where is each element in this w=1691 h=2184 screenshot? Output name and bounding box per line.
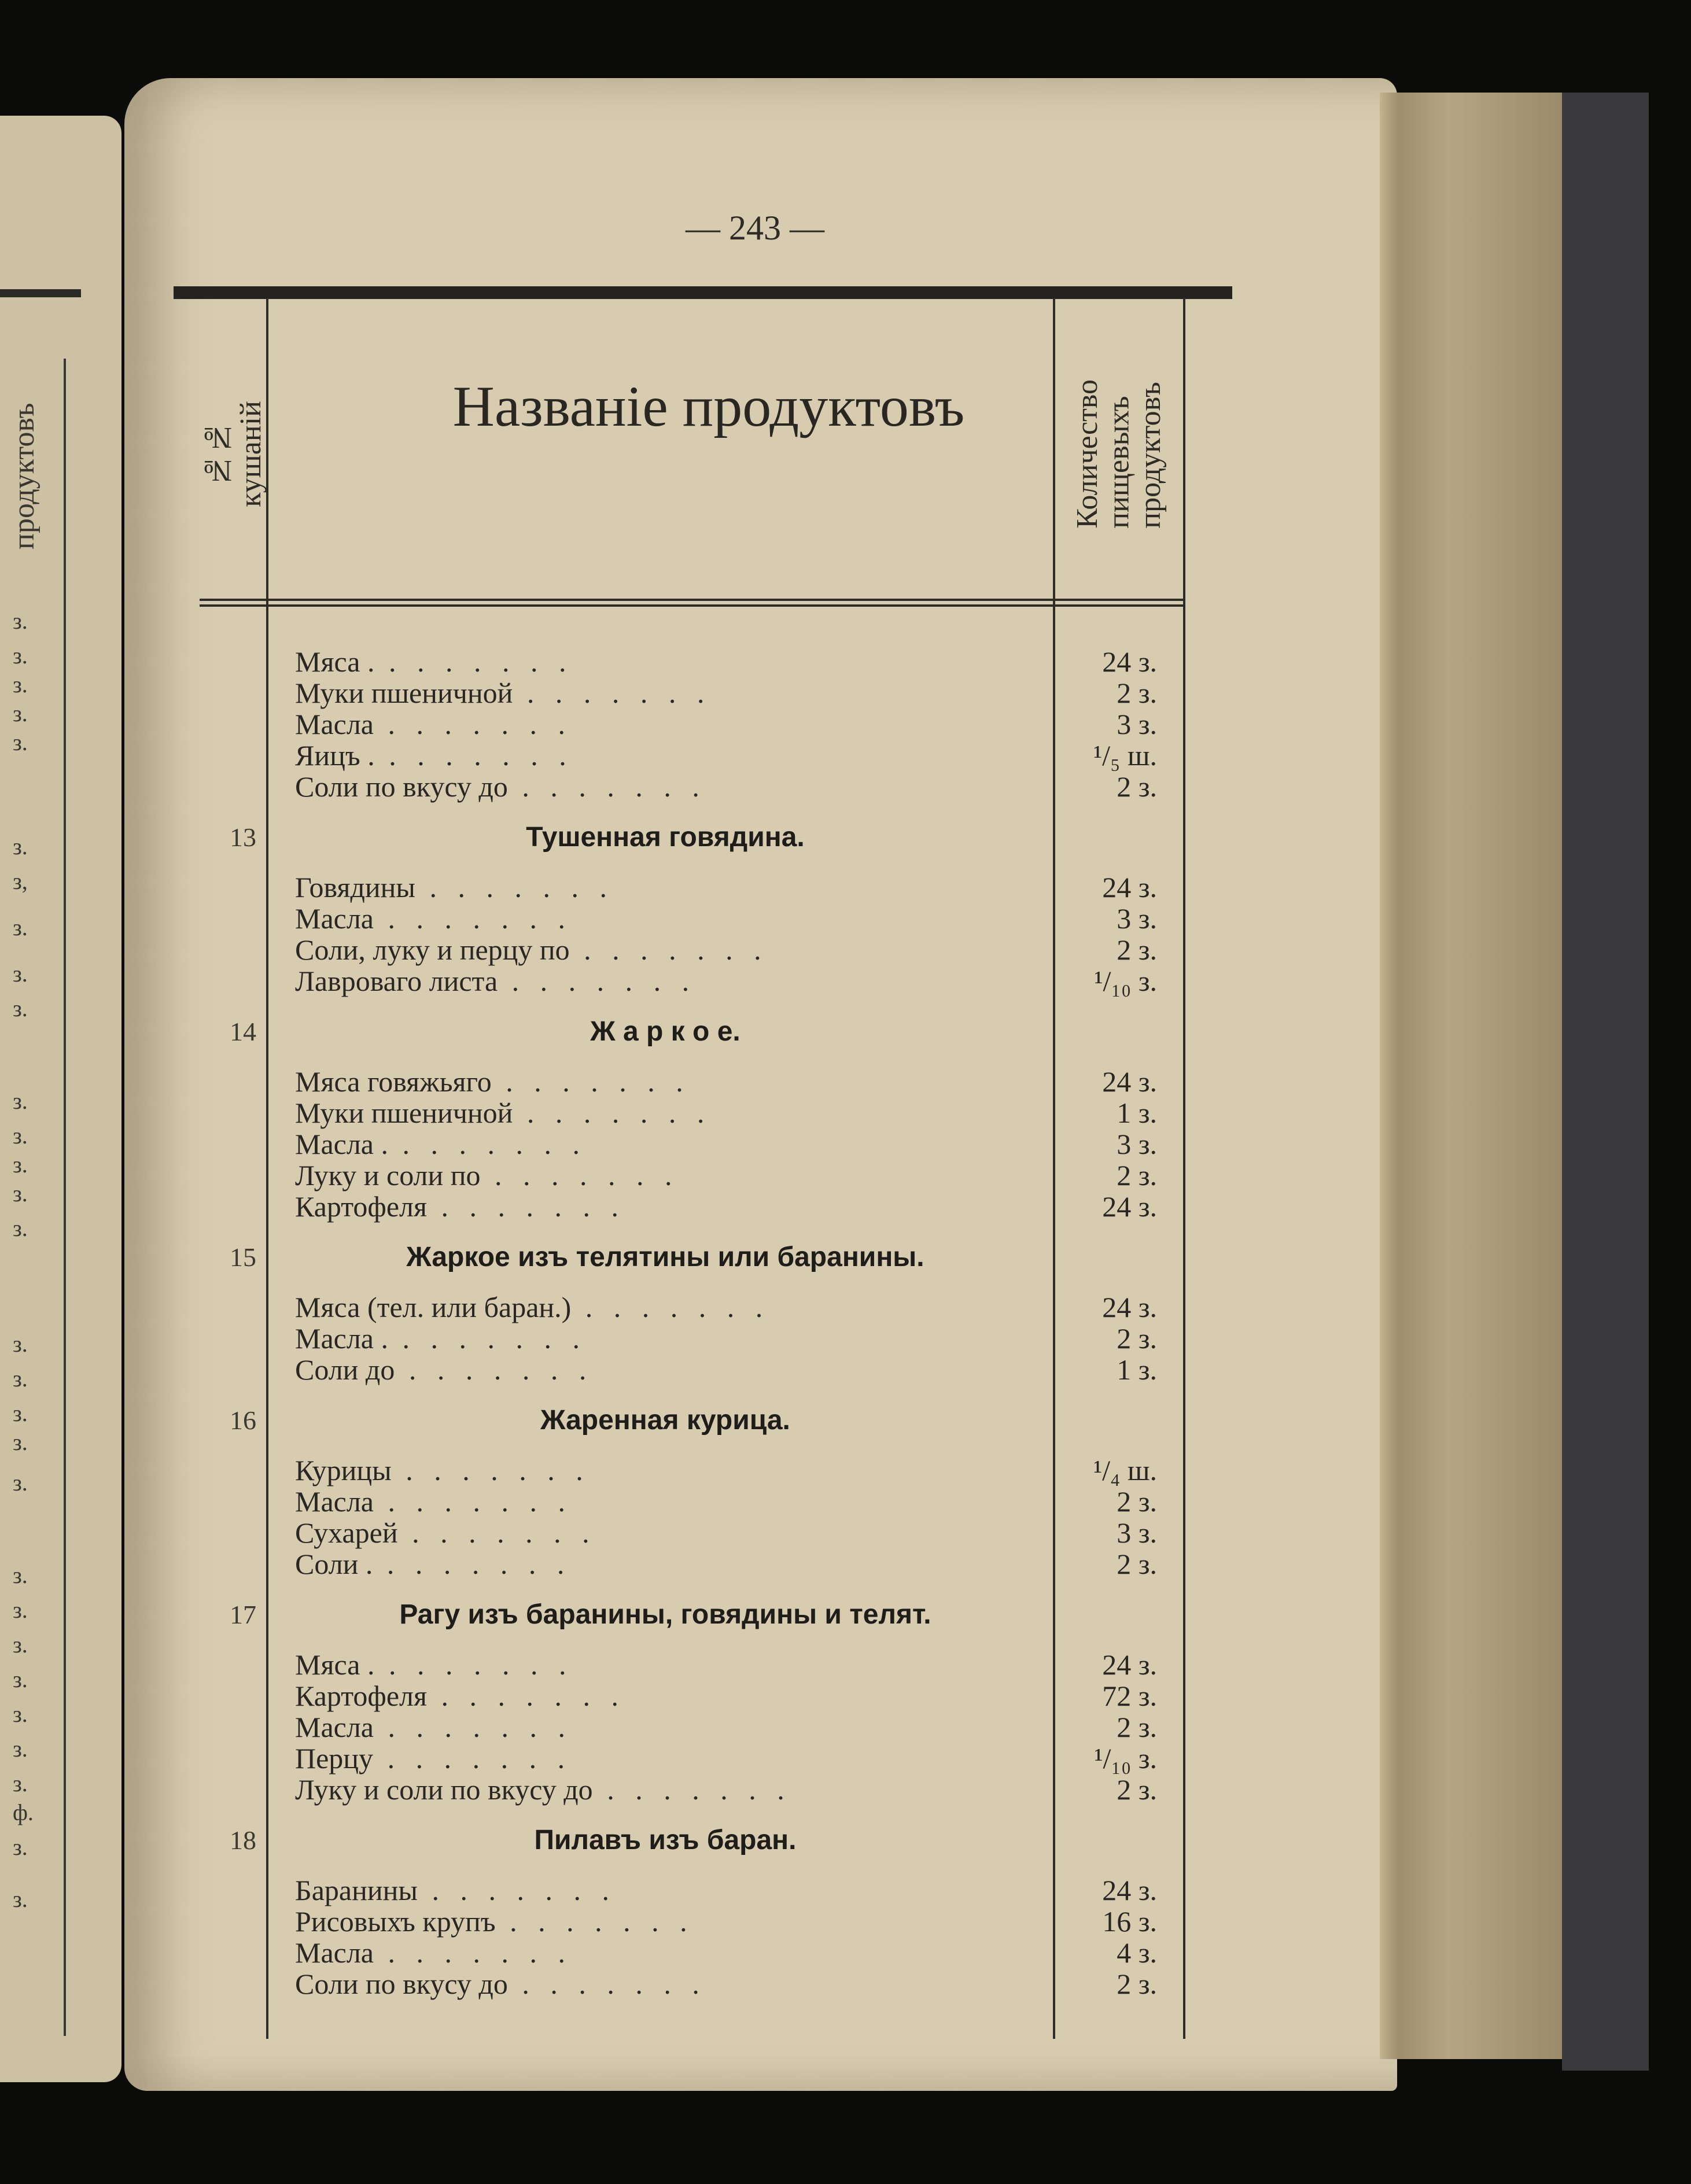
ingredient-quantity: 24 з. <box>1102 1190 1157 1223</box>
ingredient-name-text: Мяса . <box>295 1648 375 1681</box>
ingredient-row <box>202 771 1186 802</box>
ingredient-row <box>202 965 1186 997</box>
leader-dots: . . . . . . . <box>426 1680 625 1712</box>
ingredient-quantity: 2 з. <box>1117 1773 1157 1806</box>
ingredient-name-text: Рисовыхъ крупъ <box>295 1905 496 1938</box>
ingredient-row <box>202 1774 1186 1805</box>
ingredient-quantity: 2 з. <box>1117 677 1157 709</box>
ingredient-name-text: Картофеля <box>295 1680 427 1712</box>
leader-dots: . . . . . . . <box>498 965 697 997</box>
ingredient-row <box>202 677 1186 709</box>
ingredient-name <box>283 1679 1007 1713</box>
dish-title-row <box>202 802 1186 872</box>
facing-page-rule <box>0 289 81 297</box>
leader-dots: . . . . . . . <box>374 1485 572 1518</box>
facing-page-unit: з. <box>13 1632 28 1658</box>
facing-page-unit: ф. <box>13 1799 34 1825</box>
leader-dots: . . . . . . . <box>374 902 572 935</box>
ingredient-name <box>283 1742 1007 1775</box>
ingredient-quantity: 24 з. <box>1102 645 1157 678</box>
leader-dots: . . . . . . . <box>415 871 614 903</box>
leader-dots: . . . . . . . <box>397 1517 596 1549</box>
ingredient-quantity: ¹/₁₀ з. <box>1094 965 1157 997</box>
ingredient-name-text: Муки пшеничной <box>295 1097 513 1129</box>
leader-dots: . . . . . . . <box>374 1711 572 1743</box>
leader-dots: . . . . . . . <box>426 1190 625 1223</box>
ingredient-quantity: 2 з. <box>1117 1711 1157 1743</box>
ingredient-name-text: Соли . <box>295 1548 373 1580</box>
ingredient-row <box>202 646 1186 677</box>
facing-page-unit: з. <box>13 1470 28 1496</box>
dish-number: 13 <box>230 822 256 852</box>
facing-page-unit: з. <box>13 1331 28 1357</box>
ingredient-name <box>283 770 1007 803</box>
facing-page-unit: з. <box>13 1597 28 1623</box>
ingredient-name <box>283 1936 1007 1969</box>
leader-dots: . . . . . . . <box>374 739 573 772</box>
facing-page-unit: з. <box>13 608 28 634</box>
ingredient-name <box>283 902 1007 935</box>
ingredient-name-text: Луку и соли по вкусу до <box>295 1773 593 1806</box>
facing-page-unit: з. <box>13 1429 28 1455</box>
facing-page-unit: з. <box>13 1666 28 1692</box>
leader-dots: . . . . . . . <box>395 1353 594 1386</box>
ingredient-row <box>202 1323 1186 1354</box>
ingredient-name-text: Говядины <box>295 871 416 903</box>
ingredient-name <box>283 1065 1007 1098</box>
leader-dots: . . . . . . . <box>374 708 572 740</box>
ingredient-name-text: Соли по вкусу до <box>295 770 508 803</box>
facing-page-unit: з. <box>13 672 28 698</box>
facing-page-unit: з. <box>13 1180 28 1207</box>
ingredient-name <box>283 1159 1007 1192</box>
ingredient-quantity: 2 з. <box>1117 1159 1157 1191</box>
leader-dots: . . . . . . . <box>513 677 712 709</box>
ingredient-name <box>283 1710 1007 1744</box>
facing-page-unit: з. <box>13 1088 28 1114</box>
ingredient-name-text: Масла <box>295 902 374 935</box>
ingredient-quantity: 3 з. <box>1117 708 1157 740</box>
ingredient-name <box>283 1453 1007 1487</box>
dish-title-row <box>202 1805 1186 1875</box>
ingredient-name-text: Мяса говяжьяго <box>295 1065 492 1098</box>
facing-page-unit: з. <box>13 1123 28 1149</box>
ingredient-name <box>283 1648 1007 1681</box>
ingredient-quantity: 16 з. <box>1102 1905 1157 1938</box>
ingredient-row <box>202 1097 1186 1128</box>
dish-title: Жаренная курица. <box>540 1404 790 1436</box>
dish-title-row <box>202 1222 1186 1292</box>
header-product-name: Названіе продуктовъ <box>452 374 965 438</box>
ingredient-name-text: Луку и соли по <box>295 1159 481 1191</box>
leader-dots: . . . . . . . <box>495 1905 694 1938</box>
leader-dots: . . . . . . . <box>374 1648 573 1681</box>
ingredient-quantity: 3 з. <box>1117 1128 1157 1160</box>
leader-dots: . . . . . . . <box>388 1128 587 1160</box>
facing-page-unit: з. <box>13 1366 28 1392</box>
header-dish-number: №№ кушаній <box>201 401 267 507</box>
leader-dots: . . . . . . . <box>374 1936 572 1969</box>
facing-page-unit: з. <box>13 700 28 726</box>
ingredient-row <box>202 1066 1186 1097</box>
ingredient-row <box>202 872 1186 903</box>
dish-title-row <box>202 997 1186 1066</box>
ingredient-quantity: 24 з. <box>1102 1291 1157 1323</box>
ingredient-name <box>283 739 1007 772</box>
dish-title-row <box>202 1580 1186 1649</box>
dish-title: Рагу изъ баранины, говядины и телят. <box>399 1599 931 1630</box>
facing-page-unit: з. <box>13 1701 28 1727</box>
ingredient-name <box>283 1547 1007 1581</box>
ingredient-quantity: 72 з. <box>1102 1680 1157 1712</box>
ingredient-quantity: 2 з. <box>1117 1968 1157 2000</box>
dish-number: 15 <box>230 1242 256 1272</box>
leader-dots: . . . . . . . <box>373 1742 572 1774</box>
ingredient-name-text: Картофеля <box>295 1190 427 1223</box>
header-bottom-rule-2 <box>200 604 1183 607</box>
ingredient-name-text: Баранины <box>295 1874 418 1906</box>
facing-page-unit: з, <box>13 868 28 894</box>
leader-dots: . . . . . . . <box>571 1291 770 1323</box>
ingredient-quantity: 24 з. <box>1102 1648 1157 1681</box>
ingredient-name-text: Масла <box>295 708 374 740</box>
dish-number: 14 <box>230 1016 256 1046</box>
facing-page-unit: з. <box>13 1152 28 1178</box>
facing-page-unit: з. <box>13 1562 28 1588</box>
ingredient-name <box>283 707 1007 741</box>
recipe-table-body <box>202 633 1186 1999</box>
book-page <box>124 78 1397 2091</box>
facing-page-unit: з. <box>13 1770 28 1796</box>
ingredient-quantity: 24 з. <box>1102 871 1157 903</box>
ingredient-name <box>283 1353 1007 1386</box>
ingredient-name <box>283 1190 1007 1223</box>
ingredient-quantity: ¹/₁₀ з. <box>1094 1742 1157 1774</box>
ingredient-name <box>283 1967 1007 2001</box>
ingredient-row <box>202 1160 1186 1191</box>
page-number: — 243 — <box>686 209 824 247</box>
facing-page-unit: з. <box>13 995 28 1021</box>
ingredient-quantity: ¹/₄ ш. <box>1093 1454 1157 1486</box>
leader-dots: . . . . . . . <box>569 934 768 966</box>
leader-dots: . . . . . . . <box>507 770 706 803</box>
ingredient-row <box>202 903 1186 934</box>
facing-page-column-header: продуктовъ <box>8 403 40 549</box>
leader-dots: . . . . . . . <box>374 645 573 678</box>
ingredient-quantity: 4 з. <box>1117 1936 1157 1969</box>
ingredient-name <box>283 1485 1007 1518</box>
ingredient-quantity: 2 з. <box>1117 770 1157 803</box>
facing-page-unit: з. <box>13 1886 28 1912</box>
ingredient-row <box>202 1128 1186 1160</box>
ingredient-row <box>202 1486 1186 1517</box>
ingredient-name-text: Мяса (тел. или баран.) <box>295 1291 572 1323</box>
ingredient-row <box>202 1548 1186 1580</box>
ingredient-quantity: 1 з. <box>1117 1097 1157 1129</box>
book-cover <box>1562 93 1649 2071</box>
ingredient-quantity: 2 з. <box>1117 934 1157 966</box>
ingredient-quantity: 1 з. <box>1117 1353 1157 1386</box>
ingredient-row <box>202 709 1186 740</box>
ingredient-row <box>202 1455 1186 1486</box>
ingredient-name <box>283 676 1007 710</box>
ingredient-name-text: Масла <box>295 1711 374 1743</box>
leader-dots: . . . . . . . <box>388 1322 587 1355</box>
ingredient-row <box>202 1968 1186 1999</box>
ingredient-name-text: Соли, луку и перцу по <box>295 934 570 966</box>
ingredient-name <box>283 870 1007 904</box>
header-quantity: Количество пищевыхъ продуктовъ <box>1071 379 1167 529</box>
ingredient-name <box>283 1873 1007 1907</box>
ingredient-quantity: 2 з. <box>1117 1485 1157 1518</box>
facing-page-fragment <box>0 116 121 2082</box>
ingredient-name <box>283 933 1007 966</box>
facing-page-unit: з. <box>13 833 28 859</box>
leader-dots: . . . . . . . <box>417 1874 616 1906</box>
ingredient-name-text: Мяса . <box>295 645 375 678</box>
leader-dots: . . . . . . . <box>480 1159 679 1191</box>
ingredient-row <box>202 1711 1186 1743</box>
header-bottom-rule <box>200 599 1183 601</box>
ingredient-name <box>283 1127 1007 1161</box>
ingredient-row <box>202 1649 1186 1680</box>
ingredient-quantity: ¹/₅ ш. <box>1093 739 1157 772</box>
facing-page-unit: з. <box>13 1834 28 1860</box>
table-top-rule <box>174 286 1232 299</box>
ingredient-row <box>202 1354 1186 1385</box>
dish-title: Пилавъ изъ баран. <box>534 1824 797 1855</box>
ingredient-name <box>283 964 1007 998</box>
dish-title: Тушенная говядина. <box>526 821 805 853</box>
ingredient-name-text: Масла . <box>295 1322 388 1355</box>
dish-number: 18 <box>230 1825 256 1855</box>
leader-dots: . . . . . . . <box>592 1773 791 1806</box>
dish-title: Жаркое изъ телятины или баранины. <box>406 1241 924 1272</box>
ingredient-name-text: Курицы <box>295 1454 392 1486</box>
ingredient-name <box>283 1322 1007 1355</box>
ingredient-row <box>202 1743 1186 1774</box>
dish-number: 16 <box>230 1405 256 1435</box>
ingredient-name-text: Сухарей <box>295 1517 398 1549</box>
ingredient-quantity: 3 з. <box>1117 902 1157 935</box>
leader-dots: . . . . . . . <box>513 1097 712 1129</box>
facing-page-unit: з. <box>13 1215 28 1241</box>
facing-page-column-line <box>64 359 66 2036</box>
facing-page-unit: з. <box>13 643 28 669</box>
facing-page-unit: з. <box>13 961 28 987</box>
leader-dots: . . . . . . . <box>491 1065 690 1098</box>
ingredient-row <box>202 1517 1186 1548</box>
dish-title: Ж а р к о е. <box>590 1016 740 1047</box>
section-spacer <box>202 633 1186 646</box>
dish-title-row <box>202 1385 1186 1455</box>
ingredient-row <box>202 1906 1186 1937</box>
facing-page-unit: з. <box>13 1400 28 1426</box>
ingredient-row <box>202 1191 1186 1222</box>
ingredient-row <box>202 1292 1186 1323</box>
ingredient-name <box>283 1516 1007 1550</box>
ingredient-row <box>202 934 1186 965</box>
ingredient-row <box>202 1680 1186 1711</box>
ingredient-name <box>283 645 1007 678</box>
leader-dots: . . . . . . . <box>507 1968 706 2000</box>
facing-page-unit: з. <box>13 729 28 755</box>
ingredient-name <box>283 1905 1007 1938</box>
leader-dots: . . . . . . . <box>391 1454 590 1486</box>
ingredient-name-text: Масла <box>295 1936 374 1969</box>
ingredient-row <box>202 740 1186 771</box>
facing-page-unit: з. <box>13 914 28 940</box>
leader-dots: . . . . . . . <box>373 1548 572 1580</box>
ingredient-name-text: Масла . <box>295 1128 388 1160</box>
ingredient-name-text: Лавроваго листа <box>295 965 498 997</box>
ingredient-name-text: Перцу <box>295 1742 374 1774</box>
ingredient-row <box>202 1937 1186 1968</box>
ingredient-name-text: Муки пшеничной <box>295 677 513 709</box>
ingredient-row <box>202 1875 1186 1906</box>
ingredient-quantity: 3 з. <box>1117 1517 1157 1549</box>
dish-number: 17 <box>230 1599 256 1629</box>
ingredient-name-text: Соли по вкусу до <box>295 1968 508 2000</box>
ingredient-quantity: 2 з. <box>1117 1322 1157 1355</box>
ingredient-quantity: 24 з. <box>1102 1065 1157 1098</box>
ingredient-name <box>283 1773 1007 1806</box>
ingredient-name-text: Яицъ . <box>295 739 375 772</box>
ingredient-quantity: 24 з. <box>1102 1874 1157 1906</box>
ingredient-name-text: Соли до <box>295 1353 395 1386</box>
ingredient-name-text: Масла <box>295 1485 374 1518</box>
ingredient-quantity: 2 з. <box>1117 1548 1157 1580</box>
facing-page-unit: з. <box>13 1736 28 1762</box>
ingredient-name <box>283 1290 1007 1324</box>
ingredient-name <box>283 1096 1007 1130</box>
